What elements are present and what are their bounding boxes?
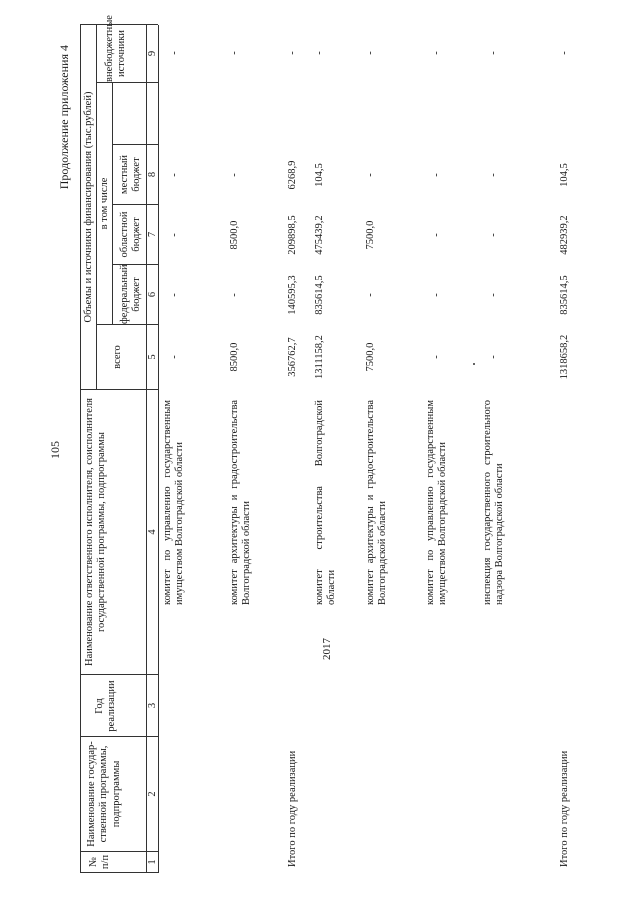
col-number: 1 [147,859,158,865]
table-cell-regional: 475439,2 [314,215,325,255]
table-cell-federal: - [431,293,442,297]
table-row-executor: инспекция государственного строительного надзора Волгоградской области [482,400,506,605]
col-number: 9 [147,50,158,57]
grid-volumes-line [96,25,97,390]
table-row-executor: комитет строительства Волгоградской области [314,400,338,605]
table-cell-local: - [229,173,240,177]
table-cell-extra: - [488,51,499,55]
header-extra: внебюджетные источники [104,15,128,82]
table-cell-total: 1311158,2 [314,335,325,379]
table-cell-regional: - [169,233,180,237]
table-cell-federal: - [229,293,240,297]
total-cell-federal: 140595,3 [287,275,298,315]
total-cell-federal: 835614,5 [559,275,570,315]
table-row-executor: комитет по управлению государственным имуществом Волгоградской области [425,400,449,605]
header-federal: федеральный бюджет [119,264,143,324]
col-number: 2 [147,791,158,797]
table-cell-extra: - [169,51,180,55]
table-cell-extra: - [431,51,442,55]
table-cell-total: - [488,355,499,359]
total-cell-extra: - [287,51,298,55]
table-cell-regional: 7500,0 [365,220,376,250]
table-cell-extra: - [365,51,376,55]
header-total: всего [112,345,123,369]
header-including: в том числе [99,177,110,230]
grid-left-line [80,872,158,873]
table-cell-regional: - [488,233,499,237]
table-row-executor: комитет по управлению государственным имуществом Волгоградской области [162,400,186,605]
total-cell-extra: - [559,51,570,55]
col-number: 3 [147,702,158,709]
grid-top-line [80,25,81,873]
table-cell-total: - [431,355,442,359]
table-cell-extra: - [314,51,325,55]
total-cell-total: 356762,7 [287,337,298,377]
header-local: местный бюджет [119,154,143,195]
table-row-executor: комитет архитектуры и градостроительства Волгоградской области [229,400,253,605]
total-label: Итого по году реализации [287,750,298,867]
table-cell-federal: - [488,293,499,297]
header-name: Наименование государ-ственной программы, подпрограммы [86,741,122,847]
table-cell-local: - [365,173,376,177]
col-number: 5 [147,354,158,360]
table-cell-federal: - [169,293,180,297]
header-executor: Наименование ответственного исполнителя, соисполнителя государственной программы, подпрограммы [84,398,108,667]
col-number: 7 [147,231,158,238]
header-no: № п/п [88,854,112,870]
table-cell-regional: - [431,233,442,237]
table-cell-regional: 8500,0 [229,220,240,250]
total-cell-regional: 482939,2 [559,215,570,255]
table-cell-total: 7500,0 [365,342,376,372]
table-row-executor: комитет архитектуры и градостроительства Волгоградской области [365,400,389,605]
table-cell-total: 8500,0 [229,342,240,372]
scan-speck [473,363,475,365]
col-number: 8 [147,171,158,178]
table-cell-local: 104,5 [314,163,325,187]
table-cell-local: - [488,173,499,177]
total-cell-local: 104,5 [559,163,570,187]
table-cell-total: - [169,355,180,359]
table-cell-local: - [431,173,442,177]
year-label: 2017 [321,638,333,660]
col-number: 6 [147,291,158,298]
table-cell-federal: - [365,293,376,297]
total-cell-total: 1318658,2 [559,334,570,380]
table-cell-extra: - [229,51,240,55]
table-cell-federal: 835614,5 [314,275,325,315]
header-year: Год реализации [94,680,118,732]
total-label: Итого по году реализации [559,750,570,867]
total-cell-local: 6268,9 [287,160,298,190]
header-regional: областной бюджет [119,211,143,258]
continuation-title: Продолжение приложения 4 [57,45,71,190]
total-cell-regional: 209898,5 [287,215,298,255]
col-number: 4 [147,529,158,535]
header-volumes: Объемы и источники финансирования (тыс.рублей) [83,91,94,323]
table-cell-local: - [169,173,180,177]
page-number: 105 [48,441,62,459]
